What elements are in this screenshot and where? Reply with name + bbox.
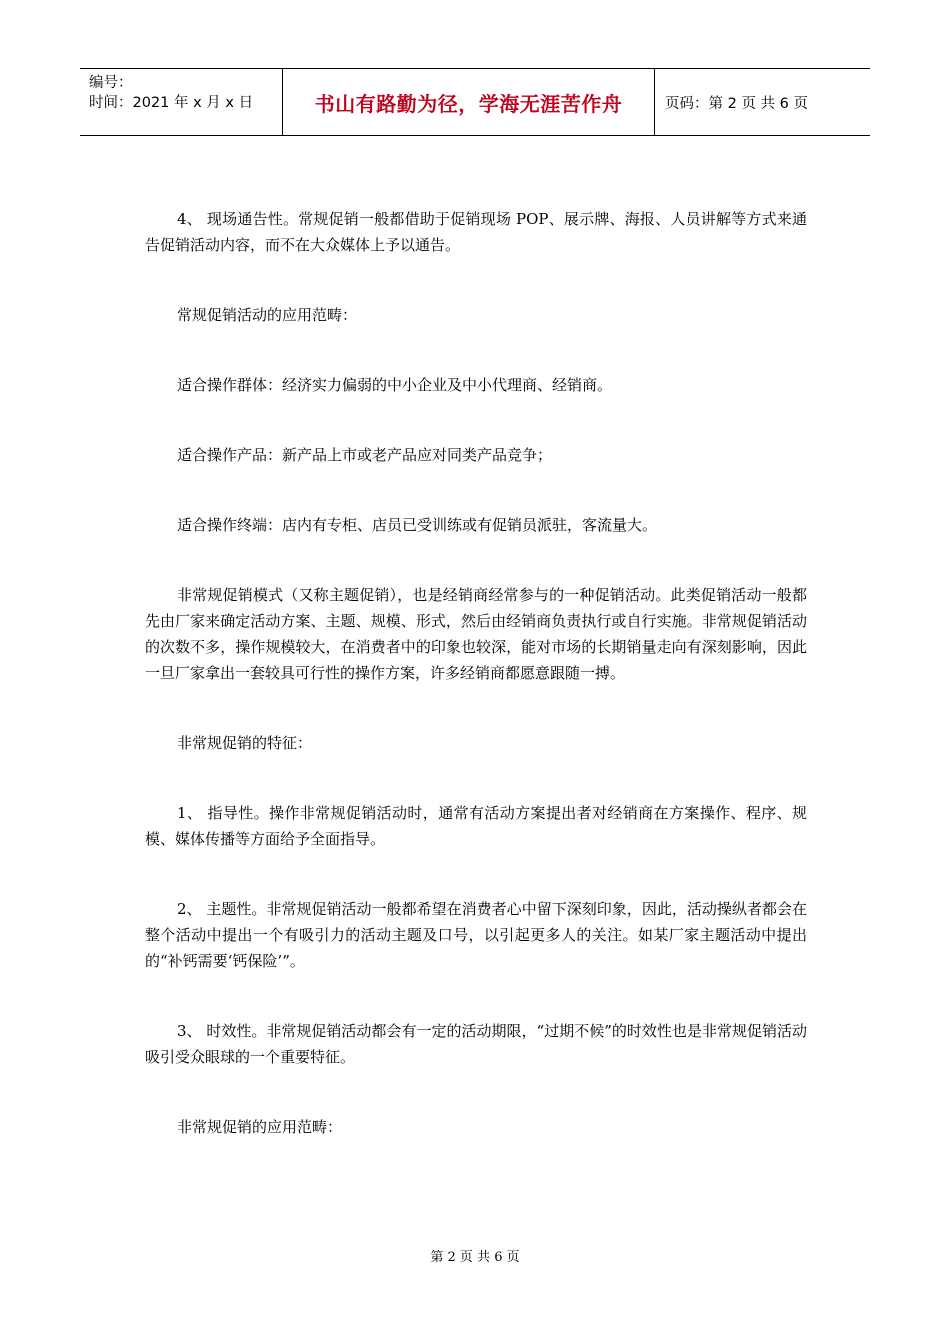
header-page-label: 页码：第 2 页 共 6 页 xyxy=(665,95,808,112)
paragraph: 常规促销活动的应用范畴： xyxy=(177,306,358,324)
footer-page-number: 第 2 页 共 6 页 xyxy=(430,1250,520,1265)
header-page-cell xyxy=(655,69,870,135)
header-motto: 书山有路勤为径，学海无涯苦作舟 xyxy=(314,91,623,116)
paragraph: 非常规促销的特征： xyxy=(177,734,313,752)
page-footer xyxy=(0,1246,950,1265)
paragraph: 3、 时效性。非常规促销活动都会有一定的活动期限，“过期不候”的时效性也是非常规促销活动吸引受众眼球的一个重要特征。 xyxy=(145,1022,807,1066)
paragraph: 适合操作产品：新产品上市或老产品应对同类产品竞争； xyxy=(177,446,553,464)
paragraph: 1、 指导性。操作非常规促销活动时，通常有活动方案提出者对经销商在方案操作、程序、规模、媒体传播等方面给予全面指导。 xyxy=(145,804,807,848)
paragraph: 4、 现场通告性。常规促销一般都借助于促销现场 POP、展示牌、海报、人员讲解等方式来通告促销活动内容，而不在大众媒体上予以通告。 xyxy=(145,210,807,254)
document-number-label: 编号： xyxy=(89,75,133,91)
document-time-label: 时间：2021 年 x 月 x 日 xyxy=(89,95,254,111)
document-body xyxy=(145,206,807,1140)
header-info xyxy=(80,69,282,135)
paragraph: 2、 主题性。非常规促销活动一般都希望在消费者心中留下深刻印象，因此，活动操纵者都会在整个活动中提出一个有吸引力的活动主题及口号，以引起更多人的关注。如某厂家主题活动中提出的“补钙需要‘钙保险’”。 xyxy=(145,900,807,970)
page-header xyxy=(80,68,870,136)
paragraph: 非常规促销的应用范畴： xyxy=(177,1118,343,1136)
paragraph: 适合操作终端：店内有专柜、店员已受训练或有促销员派驻，客流量大。 xyxy=(177,516,658,534)
paragraph: 非常规促销模式（又称主题促销），也是经销商经常参与的一种促销活动。此类促销活动一般都先由厂家来确定活动方案、主题、规模、形式，然后由经销商负责执行或自行实施。非常规促销活动的次数不多，操作规模较大，在消费者中的印象也较深，能对市场的长期销量走向有深刻影响，因此一旦厂家拿出一套较具可行性的操作方案，许多经销商都愿意跟随一搏。 xyxy=(145,586,807,682)
paragraph: 适合操作群体：经济实力偏弱的中小企业及中小代理商、经销商。 xyxy=(177,376,613,394)
header-motto-cell xyxy=(282,69,655,135)
